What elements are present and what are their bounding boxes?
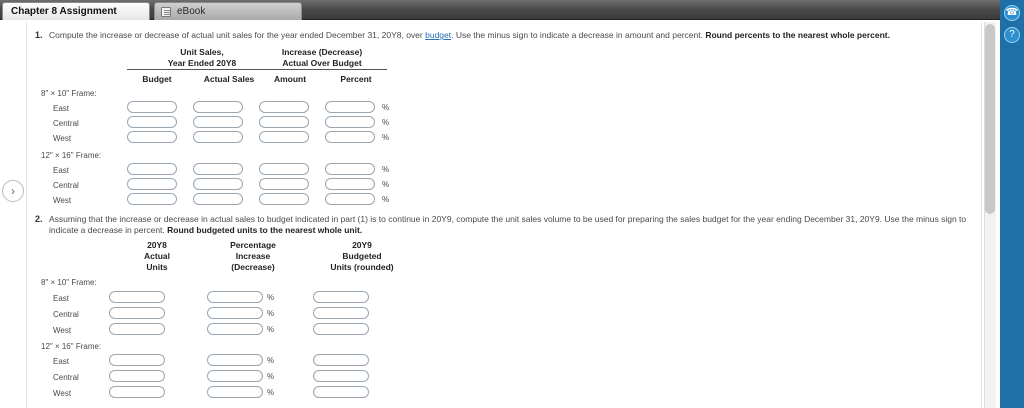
q1-group-label-12x16: 12" × 16" Frame: bbox=[41, 151, 102, 160]
q2-row-label-east: East bbox=[53, 294, 70, 303]
q2-row-label-central: Central bbox=[53, 310, 79, 319]
q1-g2-west-amount-input[interactable] bbox=[259, 193, 309, 205]
q2-g2-west-percent-input[interactable] bbox=[207, 386, 263, 398]
q2-g1-west-percent-input[interactable] bbox=[207, 323, 263, 335]
q1-header-increase: Increase (Decrease) bbox=[281, 47, 363, 57]
q2-group-label-8x10: 8" × 10" Frame: bbox=[41, 278, 97, 287]
q2-col3-line2: Budgeted bbox=[342, 251, 382, 261]
q1-rule-right bbox=[257, 69, 387, 70]
q1-row-label-east-2: East bbox=[53, 166, 70, 175]
q1-g2-central-percent-sign: % bbox=[382, 180, 390, 189]
q2-group-label-12x16: 12" × 16" Frame: bbox=[41, 342, 102, 351]
q1-g1-central-percent-sign: % bbox=[382, 118, 390, 127]
q1-g2-east-budget-input[interactable] bbox=[127, 163, 177, 175]
q1-g1-west-actual-input[interactable] bbox=[193, 131, 243, 143]
q2-g2-west-percent-sign: % bbox=[267, 388, 275, 397]
q2-g1-east-percent-sign: % bbox=[267, 293, 275, 302]
q2-row-label-west-2: West bbox=[53, 389, 72, 398]
q2-g1-central-budgeted-input[interactable] bbox=[313, 307, 369, 319]
q2-bold-tail: Round budgeted units to the nearest whole unit. bbox=[167, 225, 363, 235]
help-headset-icon[interactable]: ☎ bbox=[1004, 5, 1020, 21]
q1-g2-west-budget-input[interactable] bbox=[127, 193, 177, 205]
q2-col1-line1: 20Y8 bbox=[147, 240, 167, 250]
q2-g2-central-percent-sign: % bbox=[267, 372, 275, 381]
q1-row-label-east: East bbox=[53, 104, 70, 113]
q2-g2-east-percent-input[interactable] bbox=[207, 354, 263, 366]
q1-g1-central-budget-input[interactable] bbox=[127, 116, 177, 128]
assignment-content bbox=[26, 22, 982, 408]
next-page-arrow-icon[interactable]: › bbox=[2, 180, 24, 202]
q2-col1-line2: Actual bbox=[144, 251, 170, 261]
tab-ebook[interactable] bbox=[154, 2, 302, 20]
q2-g2-central-budgeted-input[interactable] bbox=[313, 370, 369, 382]
q2-g2-central-actual-units-input[interactable] bbox=[109, 370, 165, 382]
q1-g1-central-percent-input[interactable] bbox=[325, 116, 375, 128]
q1-g2-central-amount-input[interactable] bbox=[259, 178, 309, 190]
q1-row-label-west: West bbox=[53, 134, 72, 143]
q2-row-label-west: West bbox=[53, 326, 72, 335]
q1-row-label-central-2: Central bbox=[53, 181, 79, 190]
q2-g1-west-budgeted-input[interactable] bbox=[313, 323, 369, 335]
q1-g2-west-percent-sign: % bbox=[382, 195, 390, 204]
q2-g2-central-percent-input[interactable] bbox=[207, 370, 263, 382]
q2-g1-west-actual-units-input[interactable] bbox=[109, 323, 165, 335]
book-icon bbox=[161, 7, 171, 17]
right-rail bbox=[1000, 0, 1024, 408]
q1-bold-tail: Round percents to the nearest whole percent. bbox=[705, 30, 890, 40]
q2-col3-line1: 20Y9 bbox=[352, 240, 372, 250]
tab-label: eBook bbox=[177, 6, 206, 17]
q2-g1-east-actual-units-input[interactable] bbox=[109, 291, 165, 303]
q1-g2-east-percent-input[interactable] bbox=[325, 163, 375, 175]
q2-col2-line1: Percentage bbox=[230, 240, 276, 250]
q1-text-after: . Use the minus sign to indicate a decrease in amount and percent. bbox=[451, 30, 706, 40]
q2-row-label-east-2: East bbox=[53, 357, 70, 366]
budget-link[interactable]: budget bbox=[425, 30, 452, 40]
q2-g2-east-budgeted-input[interactable] bbox=[313, 354, 369, 366]
q1-row-label-central: Central bbox=[53, 119, 79, 128]
q1-g2-east-percent-sign: % bbox=[382, 165, 390, 174]
q2-g2-east-actual-units-input[interactable] bbox=[109, 354, 165, 366]
q2-text: Assuming that the increase or decrease in actual sales to budget indicated in part (1) is to continue in 20Y9, compute the unit sales volume to be used for preparing the sales budget for the year ending December 31, 20Y9. Use the minus sign to indicate a decrease in percent. bbox=[49, 214, 967, 235]
q2-g2-west-budgeted-input[interactable] bbox=[313, 386, 369, 398]
q1-g1-west-percent-sign: % bbox=[382, 133, 390, 142]
q1-g1-central-amount-input[interactable] bbox=[259, 116, 309, 128]
question-1-text bbox=[49, 30, 949, 41]
q1-g1-west-amount-input[interactable] bbox=[259, 131, 309, 143]
q1-g1-east-amount-input[interactable] bbox=[259, 101, 309, 113]
q2-g1-central-percent-input[interactable] bbox=[207, 307, 263, 319]
q2-col2-line2: Increase bbox=[235, 251, 271, 261]
q1-g2-central-percent-input[interactable] bbox=[325, 178, 375, 190]
q2-row-label-central-2: Central bbox=[53, 373, 79, 382]
q2-col3-line3: Units (rounded) bbox=[330, 262, 394, 272]
q1-group-label-8x10: 8" × 10" Frame: bbox=[41, 89, 97, 98]
q2-g2-west-actual-units-input[interactable] bbox=[109, 386, 165, 398]
q1-g2-west-actual-input[interactable] bbox=[193, 193, 243, 205]
q1-row-label-west-2: West bbox=[53, 196, 72, 205]
q1-g1-east-budget-input[interactable] bbox=[127, 101, 177, 113]
q1-rule-left bbox=[127, 69, 277, 70]
q1-g1-east-actual-input[interactable] bbox=[193, 101, 243, 113]
q2-g1-west-percent-sign: % bbox=[267, 325, 275, 334]
q1-g1-central-actual-input[interactable] bbox=[193, 116, 243, 128]
q1-header-unit-sales-sub: Year Ended 20Y8 bbox=[167, 58, 237, 68]
question-2-number: 2. bbox=[35, 214, 43, 224]
q1-g1-east-percent-input[interactable] bbox=[325, 101, 375, 113]
tab-chapter-8-assignment[interactable] bbox=[2, 2, 150, 20]
q1-header-increase-sub: Actual Over Budget bbox=[282, 58, 362, 68]
q1-col-actual-sales: Actual Sales bbox=[203, 74, 255, 84]
q1-g2-central-budget-input[interactable] bbox=[127, 178, 177, 190]
q2-g1-central-percent-sign: % bbox=[267, 309, 275, 318]
q1-g1-west-budget-input[interactable] bbox=[127, 131, 177, 143]
q2-col2-line3: (Decrease) bbox=[231, 262, 275, 272]
q2-g1-east-percent-input[interactable] bbox=[207, 291, 263, 303]
q1-text-before: Compute the increase or decrease of actual unit sales for the year ended December 31, 20Y8, over bbox=[49, 30, 426, 40]
q2-g1-east-budgeted-input[interactable] bbox=[313, 291, 369, 303]
q1-col-amount: Amount bbox=[273, 74, 307, 84]
q1-header-unit-sales: Unit Sales, bbox=[180, 47, 224, 57]
tab-label: Chapter 8 Assignment bbox=[11, 6, 117, 17]
q1-g2-west-percent-input[interactable] bbox=[325, 193, 375, 205]
q2-g1-central-actual-units-input[interactable] bbox=[109, 307, 165, 319]
tab-bar bbox=[0, 0, 1000, 20]
scrollbar-thumb[interactable] bbox=[985, 24, 995, 214]
q1-col-budget: Budget bbox=[142, 74, 172, 84]
q2-col1-line3: Units bbox=[146, 262, 168, 272]
q1-g1-east-percent-sign: % bbox=[382, 103, 390, 112]
q1-g1-west-percent-input[interactable] bbox=[325, 131, 375, 143]
q1-g2-central-actual-input[interactable] bbox=[193, 178, 243, 190]
q1-g2-east-amount-input[interactable] bbox=[259, 163, 309, 175]
q2-g2-east-percent-sign: % bbox=[267, 356, 275, 365]
question-mark-icon[interactable]: ? bbox=[1004, 27, 1020, 43]
q1-g2-east-actual-input[interactable] bbox=[193, 163, 243, 175]
question-2-text bbox=[49, 214, 979, 236]
question-1-number: 1. bbox=[35, 30, 43, 40]
q1-col-percent: Percent bbox=[340, 74, 372, 84]
